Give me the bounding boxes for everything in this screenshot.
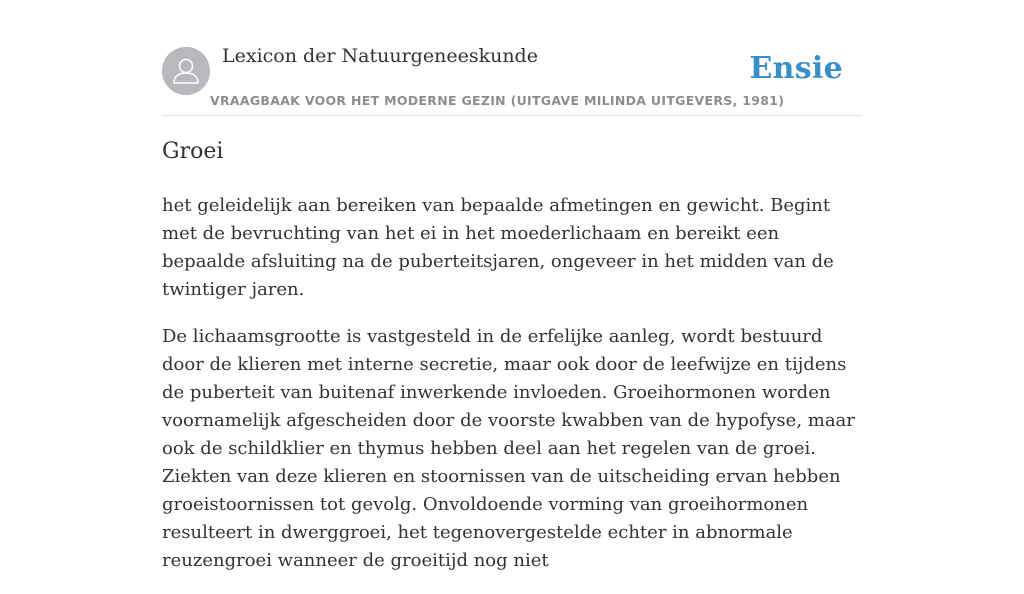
lexicon-header xyxy=(162,0,862,116)
entry-paragraph: De lichaamsgrootte is vastgesteld in de erfelijke aanleg, wordt bestuurd door de klieren met interne secretie, maar ook door de leefwijze en tijdens de puberteit van buitenaf inwerkende invloeden. Groeihormonen worden voornamelijk afgescheiden door de voorste kwabben van de hypofyse, maar ook de schildklier en thymus hebben deel aan het regelen van de groei. Ziekten van deze klieren en stoornissen van de uitscheiding ervan hebben groeistoornissen tot gevolg. Onvoldoende vorming van groeihormonen resulteert in dwerggroei, het tegenovergestelde echter in abnormale reuzengroei wanneer de groeitijd nog niet xyxy=(162,326,855,571)
entry-paragraph: het geleidelijk aan bereiken van bepaalde afmetingen en gewicht. Begint met de bevruchting van het ei in het moederlichaam en bereikt een bepaalde afsluiting na de puberteitsjaren, ongeveer in het midden van de twintiger jaren. xyxy=(162,195,834,300)
user-silhouette-icon[interactable] xyxy=(162,47,210,95)
entry-title: Groei xyxy=(162,139,224,164)
lexicon-title[interactable]: Lexicon der Natuurgeneeskunde xyxy=(222,45,538,67)
lexicon-subtitle: VRAAGBAAK VOOR HET MODERNE GEZIN (UITGAVE MILINDA UITGEVERS, 1981) xyxy=(210,93,785,108)
ensie-logo[interactable]: Ensie xyxy=(749,51,843,86)
entry-body xyxy=(162,192,867,594)
